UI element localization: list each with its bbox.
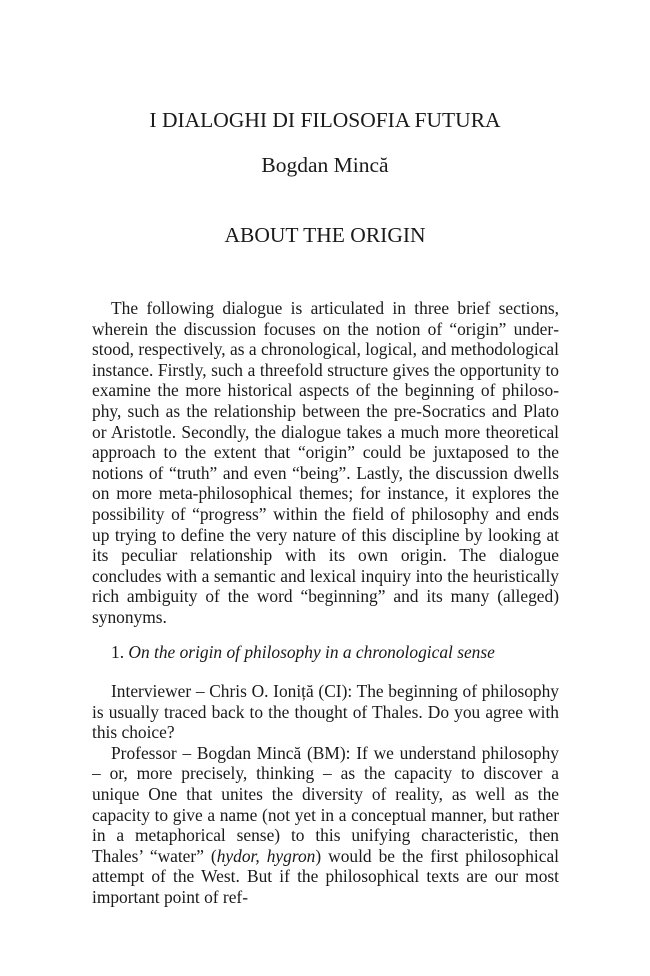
professor-text-italic: hydor, hygron — [216, 845, 316, 866]
article-title: ABOUT THE ORIGIN — [224, 223, 426, 247]
professor-text-end: ) would be the first philosophical attempt of the West. But if the philosophical texts are our most important point of ref- — [92, 845, 559, 907]
series-title: I DIALOGHI DI FILOSOFIA FUTURA — [149, 108, 501, 132]
professor-text-start: Professor – Bogdan Mincă (BM): If we understand philosophy – or, more precisely, thinking – as the capacity to discover a unique One that unites the diversity of reality, as well as the capacity to give a name (not yet in a conceptual manner, but rather in a metaphorical sense) to this unifying characteristic, then Thales’ “water” ( — [92, 742, 559, 866]
professor-paragraph — [92, 743, 559, 908]
abstract — [92, 298, 559, 628]
abstract-paragraph: The following dialogue is articulated in three brief sections, wherein the discussion focuses on the notion of “origin” understood, respectively, as a chronological, logical, and methodological instance. Firstly, such a threefold structure gives the opportunity to examine the more historical aspects of the beginning of philosophy, such as the relationship between the pre-Socratics and Plato or Aristotle. Secondly, the dialogue takes a much more theoretical approach to the extent that “origin” could be juxtaposed to the notions of “truth” and even “being”. Lastly, the discussion dwells on more meta-philosophical themes; for instance, it explores the possibility of “progress” within the field of philosophy and ends up trying to define the very nature of this discipline by looking at its peculiar relationship with its own origin. The dialogue concludes with a semantic and lexical inquiry into the heuristically rich ambiguity of the word “beginning” and its many (alleged) synonyms. — [92, 298, 559, 627]
interviewer-paragraph: Interviewer – Chris O. Ioniță (CI): The beginning of philosophy is usually traced back to the thought of Thales. Do you agree with this choice? — [92, 681, 559, 743]
dialogue-body — [92, 681, 559, 908]
section-title: On the origin of philosophy in a chronological sense — [128, 642, 495, 662]
author-name: Bogdan Mincă — [261, 153, 389, 177]
section-number: 1. — [111, 642, 125, 662]
section-heading — [92, 642, 559, 663]
